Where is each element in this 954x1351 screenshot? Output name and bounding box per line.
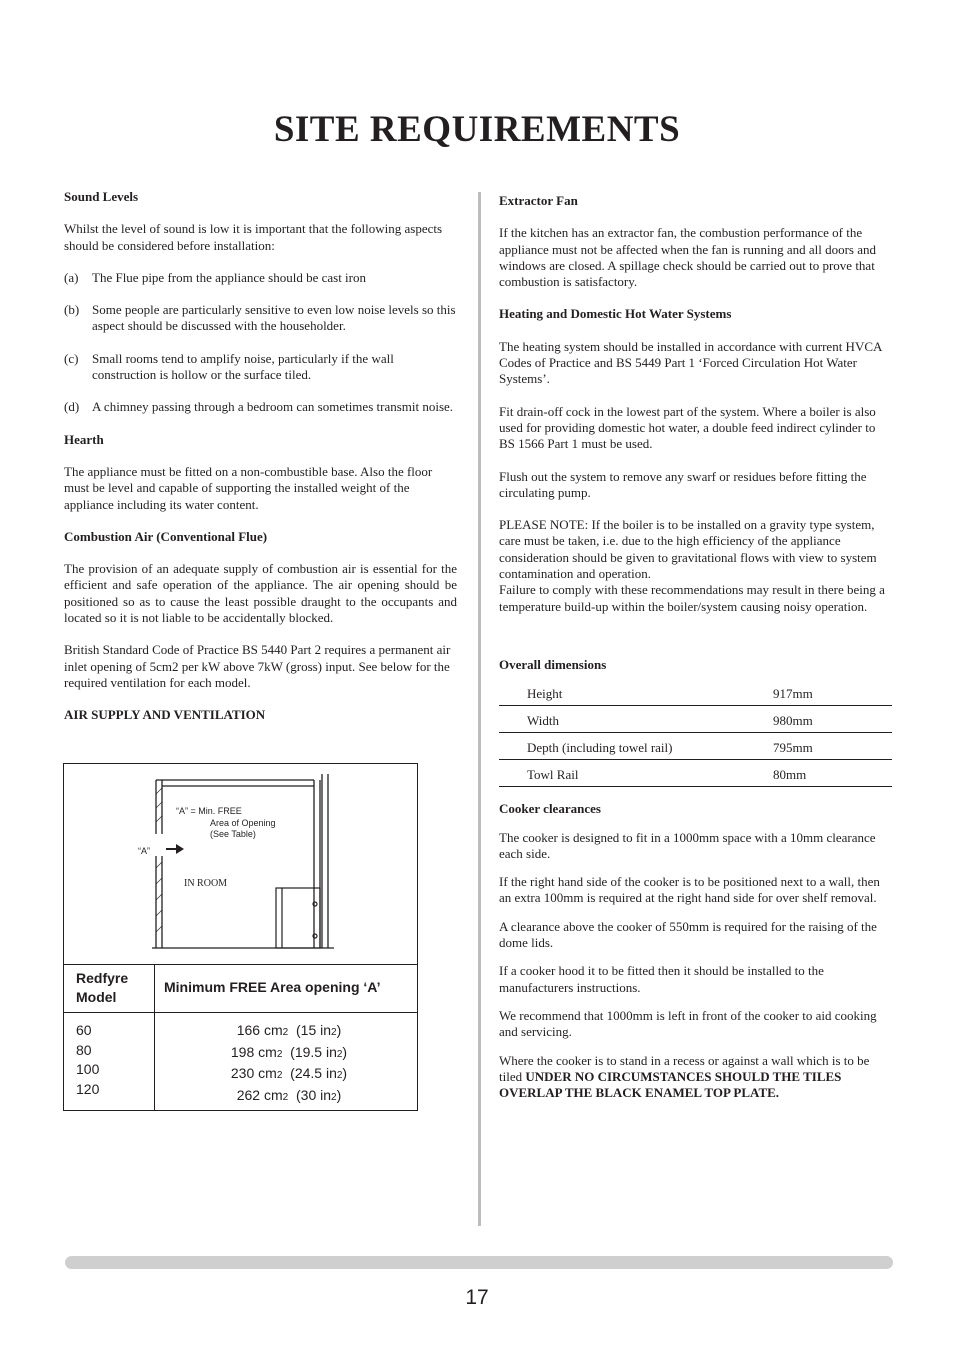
diagram-label-a-def: “A” = Min. FREE bbox=[176, 806, 242, 816]
extractor-fan-heading: Extractor Fan bbox=[499, 193, 578, 208]
dimensions-table bbox=[499, 679, 892, 787]
sound-levels-heading: Sound Levels bbox=[64, 189, 139, 204]
dimension-label: Towl Rail bbox=[499, 760, 773, 787]
combustion-text: The provision of an adequate supply of combustion air is essential for the efficient and safe operation of the appliance. The air opening should be positioned so as to cause the least possible draught to the occupants and located so it is not liable to be accidentally blocked. bbox=[64, 561, 457, 626]
area-values bbox=[174, 1021, 404, 1107]
ventilation-table bbox=[64, 964, 417, 1111]
list-item-label: (a) bbox=[64, 269, 79, 285]
page-number: 17 bbox=[465, 1286, 489, 1309]
table-row-area: 262 cm2 (30 in2) bbox=[236, 1086, 342, 1103]
footer-bar bbox=[65, 1256, 893, 1269]
cooker-front-text: We recommend that 1000mm is left in front of the cooker to aid cooking and servicing. bbox=[499, 1007, 877, 1040]
table-row-area: 166 cm2 (15 in2) bbox=[236, 1022, 342, 1038]
table-row-model: 80 bbox=[76, 1041, 92, 1058]
right-column bbox=[499, 193, 892, 1101]
heating-failure-text: Failure to comply with these recommendations may result in there being a temperature build-up within the boiler/system causing noisy operation. bbox=[499, 582, 885, 614]
table-row-area: 230 cm2 (24.5 in2) bbox=[230, 1065, 348, 1081]
cooker-dome-text: A clearance above the cooker of 550mm is required for the raising of the dome lids. bbox=[499, 918, 877, 951]
cooker-clearances-heading: Cooker clearances bbox=[499, 801, 601, 817]
cooker-hood-text: If a cooker hood it to be fitted then it should be installed to the manufacturers instructions. bbox=[499, 963, 824, 995]
list-item-label: (b) bbox=[64, 302, 80, 318]
table-row bbox=[499, 733, 892, 760]
combustion-heading: Combustion Air (Conventional Flue) bbox=[64, 528, 268, 544]
list-item-text: Small rooms tend to amplify noise, particularly if the wall construction is hollow or the surface tiled. bbox=[92, 350, 394, 383]
table-row bbox=[499, 760, 892, 787]
dimensions-heading: Overall dimensions bbox=[499, 656, 607, 672]
list-item bbox=[64, 302, 457, 335]
list-item bbox=[64, 399, 457, 415]
table-row-model: 60 bbox=[76, 1022, 92, 1038]
ventilation-diagram bbox=[64, 764, 417, 964]
sound-levels-intro: Whilst the level of sound is low it is important that the following aspects should be considered before installation: bbox=[64, 221, 443, 253]
hearth-heading: Hearth bbox=[64, 431, 104, 447]
hearth-text: The appliance must be fitted on a non-combustible base. Also the floor must be level and capable of supporting the installed weight of the appliance including its water content. bbox=[64, 463, 433, 512]
heating-note-text: PLEASE NOTE: If the boiler is to be installed on a gravity type system, care must be taken, i.e. due to the high efficiency of the appliance consideration should be given to gravitational flows with view to system contamination and operation. bbox=[499, 517, 877, 582]
heating-text: The heating system should be installed in accordance with current HVCA Codes of Practice and BS 5449 Part 1 ‘Forced Circulation Hot Water Systems’. bbox=[499, 338, 882, 387]
table-divider bbox=[154, 965, 155, 1111]
diagram-label-a: “A” bbox=[138, 846, 150, 856]
model-column-header bbox=[76, 969, 128, 1007]
table-row bbox=[499, 706, 892, 733]
dimension-value: 980mm bbox=[773, 706, 892, 733]
combustion-standard-text: British Standard Code of Practice BS 5440 Part 2 requires a permanent air inlet opening of 5cm2 per kW above 7kW (gross) input. See below for the required ventilation for each model. bbox=[64, 642, 451, 690]
heating-flush-text: Flush out the system to remove any swarf or residues before fitting the circulating pump. bbox=[499, 468, 867, 500]
list-item-text: The Flue pipe from the appliance should be cast iron bbox=[92, 269, 367, 285]
tiles-warning: UNDER NO CIRCUMSTANCES SHOULD THE TILES OVERLAP THE BLACK ENAMEL TOP PLATE. bbox=[499, 1068, 842, 1101]
air-supply-heading: AIR SUPPLY AND VENTILATION bbox=[64, 707, 266, 723]
ventilation-table-header bbox=[64, 965, 417, 1013]
dimension-label: Width bbox=[499, 706, 773, 733]
list-item-label: (d) bbox=[64, 399, 80, 415]
cooker-tiles-text: Where the cooker is to stand in a recess or against a wall which is to be tiled UNDER NO CIRCUMSTANCES SHOULD THE TILES OVERLAP THE BLACK ENAMEL TOP PLATE. bbox=[499, 1052, 870, 1101]
dimension-value: 917mm bbox=[773, 679, 892, 706]
dimension-label: Depth (including towel rail) bbox=[499, 733, 773, 760]
heating-drain-text: Fit drain-off cock in the lowest part of the system. Where a boiler is also used for providing domestic hot water, a double feed indirect cylinder to BS 1566 Part 1 must be used. bbox=[499, 403, 876, 452]
air-supply-figure bbox=[63, 763, 418, 1111]
model-header-line1: Redfyre bbox=[76, 970, 129, 986]
list-item-text: Some people are particularly sensitive to even low noise levels so this aspect should be discussed with the householder. bbox=[92, 302, 456, 334]
cooker-text: The cooker is designed to fit in a 1000mm space with a 10mm clearance each side. bbox=[499, 829, 876, 861]
page-title: SITE REQUIREMENTS bbox=[273, 109, 681, 150]
table-row-model: 120 bbox=[76, 1080, 100, 1097]
table-row bbox=[499, 679, 892, 706]
table-row-model: 100 bbox=[76, 1061, 100, 1077]
dimension-value: 795mm bbox=[773, 733, 892, 760]
extractor-fan-text: If the kitchen has an extractor fan, the combustion performance of the appliance must not be affected when the fan is running and all doors and windows are closed. A spillage check should be carried out to prove that combustion is satisfactory. bbox=[499, 225, 877, 290]
list-item-label: (c) bbox=[64, 350, 79, 366]
diagram-label-see-table: (See Table) bbox=[210, 829, 256, 839]
left-column bbox=[64, 189, 457, 740]
dimension-label: Height bbox=[499, 679, 773, 706]
list-item bbox=[64, 351, 457, 384]
model-header-line2: Model bbox=[76, 989, 117, 1005]
table-row-area: 198 cm2 (19.5 in2) bbox=[230, 1043, 348, 1060]
model-values bbox=[76, 1021, 99, 1099]
diagram-label-area: Area of Opening bbox=[210, 818, 276, 828]
cooker-right-wall-text: If the right hand side of the cooker is to be positioned next to a wall, then an extra 100mm is required at the right hand side for over shelf removal. bbox=[499, 874, 880, 906]
heating-heading: Heating and Domestic Hot Water Systems bbox=[499, 306, 732, 322]
diagram-label-in-room: IN ROOM bbox=[184, 878, 228, 889]
list-item bbox=[64, 270, 457, 286]
area-column-header: Minimum FREE Area opening ‘A’ bbox=[164, 979, 381, 995]
column-divider bbox=[478, 192, 481, 1226]
dimension-value: 80mm bbox=[773, 760, 892, 787]
list-item-text: A chimney passing through a bedroom can sometimes transmit noise. bbox=[92, 399, 454, 415]
